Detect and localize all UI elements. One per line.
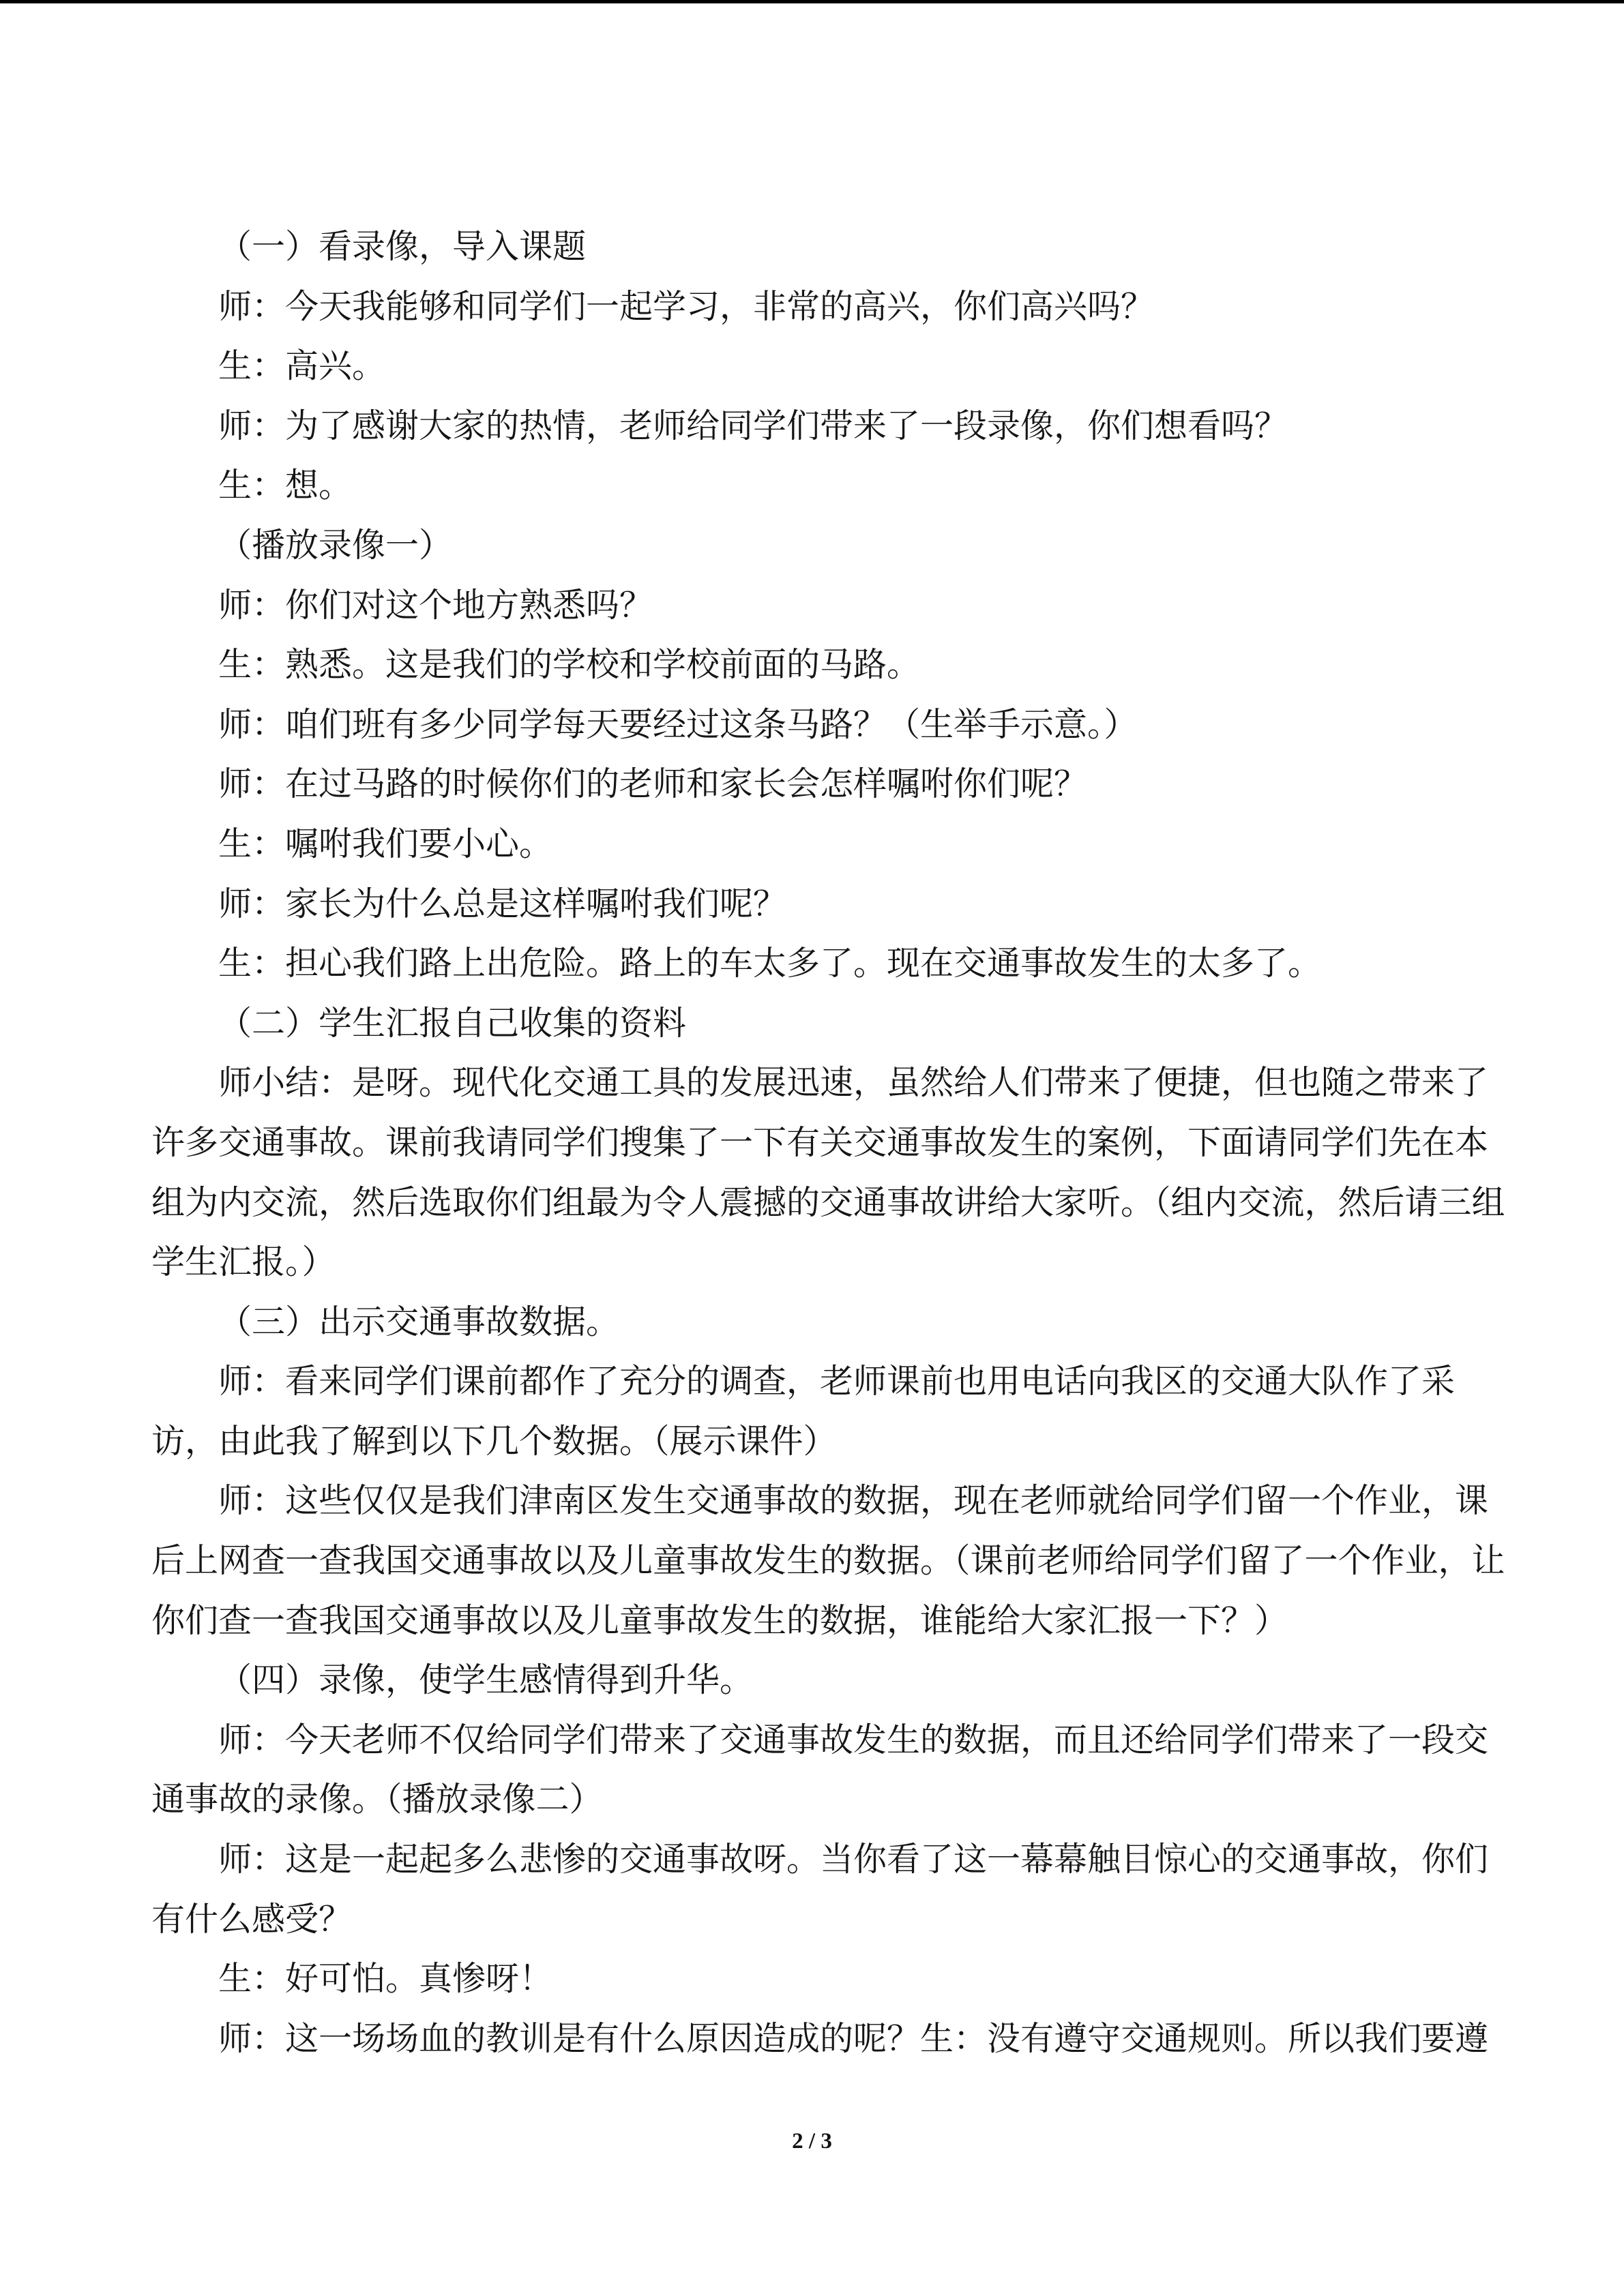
page-top-edge (0, 0, 1624, 3)
section-heading: （一）看录像，导入课题 (218, 228, 587, 265)
text-line: 师：你们对这个地方熟悉吗？ (218, 586, 653, 624)
text-line: 师：为了感谢大家的热情，老师给同学们带来了一段录像，你们想看吗？ (218, 406, 1288, 445)
text-line: 有什么感受？ (151, 1900, 353, 1938)
text-line: 生：嘱咐我们要小心。 (218, 824, 553, 863)
text-line: 许多交通事故。课前我请同学们搜集了一下有关交通事故发生的案例，下面请同学们先在本 (151, 1123, 1489, 1161)
text-line: 师：在过马路的时候你们的老师和家长会怎样嘱咐你们呢？ (218, 765, 1088, 803)
text-line: 生：好可怕。真惨呀！ (218, 1960, 553, 1998)
text-line: 师：今天我能够和同学们一起学习，非常的高兴，你们高兴吗？ (218, 287, 1155, 325)
text-line: 你们查一查我国交通事故以及儿童事故发生的数据，谁能给大家汇报一下？） (151, 1601, 1288, 1639)
text-line: （播放录像一） (218, 526, 453, 564)
page-number: 2 / 3 (792, 2129, 832, 2153)
text-line: 师：看来同学们课前都作了充分的调查，老师课前也用电话向我区的交通大队作了采 (218, 1362, 1456, 1401)
text-line: 师：这些仅仅是我们津南区发生交通事故的数据，现在老师就给同学们留一个作业，课 (218, 1482, 1489, 1520)
text-line: 师：咱们班有多少同学每天要经过这条马路？（生举手示意。） (218, 705, 1138, 743)
text-line: 访，由此我了解到以下几个数据。（展示课件） (151, 1422, 837, 1460)
text-line: 学生汇报。） (151, 1243, 336, 1281)
text-line: 生：担心我们路上出危险。路上的车太多了。现在交通事故发生的太多了。 (218, 944, 1322, 983)
section-heading: （二）学生汇报自己收集的资料 (218, 1004, 687, 1042)
text-line: 组为内交流，然后选取你们组最为令人震撼的交通事故讲给大家听。（组内交流，然后请三组 (151, 1183, 1505, 1221)
document-text-body (151, 217, 1543, 2068)
text-line: 师：家长为什么总是这样嘱咐我们呢？ (218, 884, 787, 923)
text-line: 师：这是一起起多么悲惨的交通事故呀。当你看了这一幕幕触目惊心的交通事故，你们 (218, 1840, 1489, 1879)
text-line: 师小结：是呀。现代化交通工具的发展迅速，虽然给人们带来了便捷，但也随之带来了 (218, 1064, 1489, 1102)
text-line: 生：高兴。 (218, 347, 386, 385)
text-line: 师：今天老师不仅给同学们带来了交通事故发生的数据，而且还给同学们带来了一段交 (218, 1720, 1489, 1759)
text-line: 通事故的录像。（播放录像二） (151, 1780, 603, 1819)
section-heading: （四）录像，使学生感情得到升华。 (218, 1661, 754, 1699)
text-line: 生：想。 (218, 466, 353, 505)
text-line: 生：熟悉。这是我们的学校和学校前面的马路。 (218, 646, 921, 684)
section-heading: （三）出示交通事故数据。 (218, 1302, 620, 1341)
text-line: 后上网查一查我国交通事故以及儿童事故发生的数据。（课前老师给同学们留了一个作业，让 (151, 1542, 1505, 1580)
text-line: 师：这一场场血的教训是有什么原因造成的呢？生：没有遵守交通规则。所以我们要遵 (218, 2019, 1489, 2057)
